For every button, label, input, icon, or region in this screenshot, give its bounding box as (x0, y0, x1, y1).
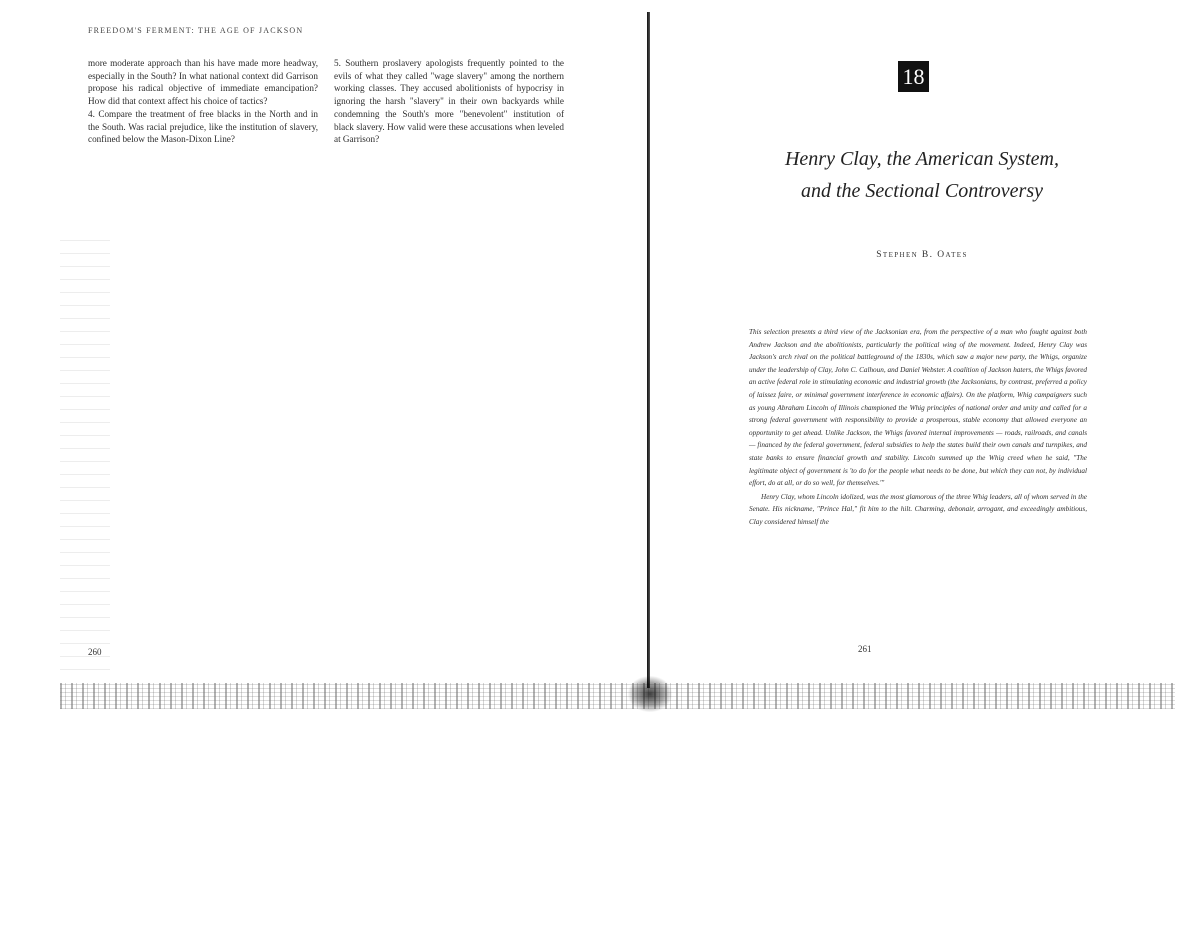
question-5: 5. Southern proslavery apologists frequently pointed to the evils of what they called "wage slavery" among the northern working classes. They accused abolitionists of hypocrisy in ignoring the harsh "slavery" in their own backyards while condemning the South's more "benevolent" institution of black slavery. How valid were these accusations when leveled at Garrison? (334, 58, 564, 145)
chapter-author: Stephen B. Oates (876, 250, 968, 260)
question-4: 4. Compare the treatment of free blacks in the North and in the South. Was racial prejudice, like the institution of slavery, confined below the Mason-Dixon Line? (88, 108, 318, 145)
scan-bottom-edge (60, 683, 1175, 709)
scan-specks (60, 230, 110, 670)
page-number-left: 260 (88, 647, 102, 657)
scan-spine-shadow (628, 676, 672, 712)
intro-paragraph-1: This selection presents a third view of the Jacksonian era, from the perspective of a man who fought against both Andrew Jackson and the abolitionists, particularly the political wing of the movement. Indeed, Henry Clay was Jackson's arch rival on the political battleground of the 1830s, which saw a major new party, the Whigs, organize under the leadership of Clay, John C. Calhoun, and Daniel Webster. A coalition of Jackson haters, the Whigs favored an active federal role in stimulating economic and industrial growth (the Jacksonians, by contrast, preferred a policy of laissez faire, or minimal government interference in economic affairs). On the platform, Whig campaigners such as young Abraham Lincoln of Illinois championed the Whig principles of national order and unity and called for a strong federal government with responsibility to provide a prosperous, stable economy that allowed everyone an opportunity to get ahead. Unlike Jackson, the Whigs favored internal improvements — roads, railroads, and canals — financed by the federal government, federal subsidies to help the states build their own canals and turnpikes, and state banks to ensure financial growth and stability. Lincoln summed up the Whig creed when he said, "The legitimate object of government is 'to do for the people what needs to be done, but which they can not, by individual effort, do at all, or do so well, for themselves.'" (749, 328, 1087, 488)
chapter-number-badge: 18 (898, 61, 929, 92)
intro-paragraph-2: Henry Clay, whom Lincoln idolized, was the most glamorous of the three Whig leaders, all of whom served in the Senate. His nickname, "Prince Hal," fit him to the hilt. Charming, debonair, arrogant, and exceedingly ambitious, Clay considered himself the (749, 492, 1087, 526)
right-page (652, 0, 1200, 690)
chapter-title-line-1: Henry Clay, the American System, (784, 148, 1059, 170)
question-text: more moderate approach than his have made more headway, especially in the South? In what national context did Garrison propose his radical objective of immediate emancipation? How did that context affect his choice of tactics? (88, 58, 318, 107)
book-gutter (647, 12, 650, 688)
chapter-introduction (749, 326, 1087, 529)
left-page-column-b (334, 57, 564, 146)
running-head: FREEDOM'S FERMENT: THE AGE OF JACKSON (88, 26, 304, 35)
left-page-column-a (88, 57, 318, 146)
chapter-title-line-2: and the Sectional Controversy (801, 180, 1043, 202)
page-number-right: 261 (858, 644, 872, 654)
